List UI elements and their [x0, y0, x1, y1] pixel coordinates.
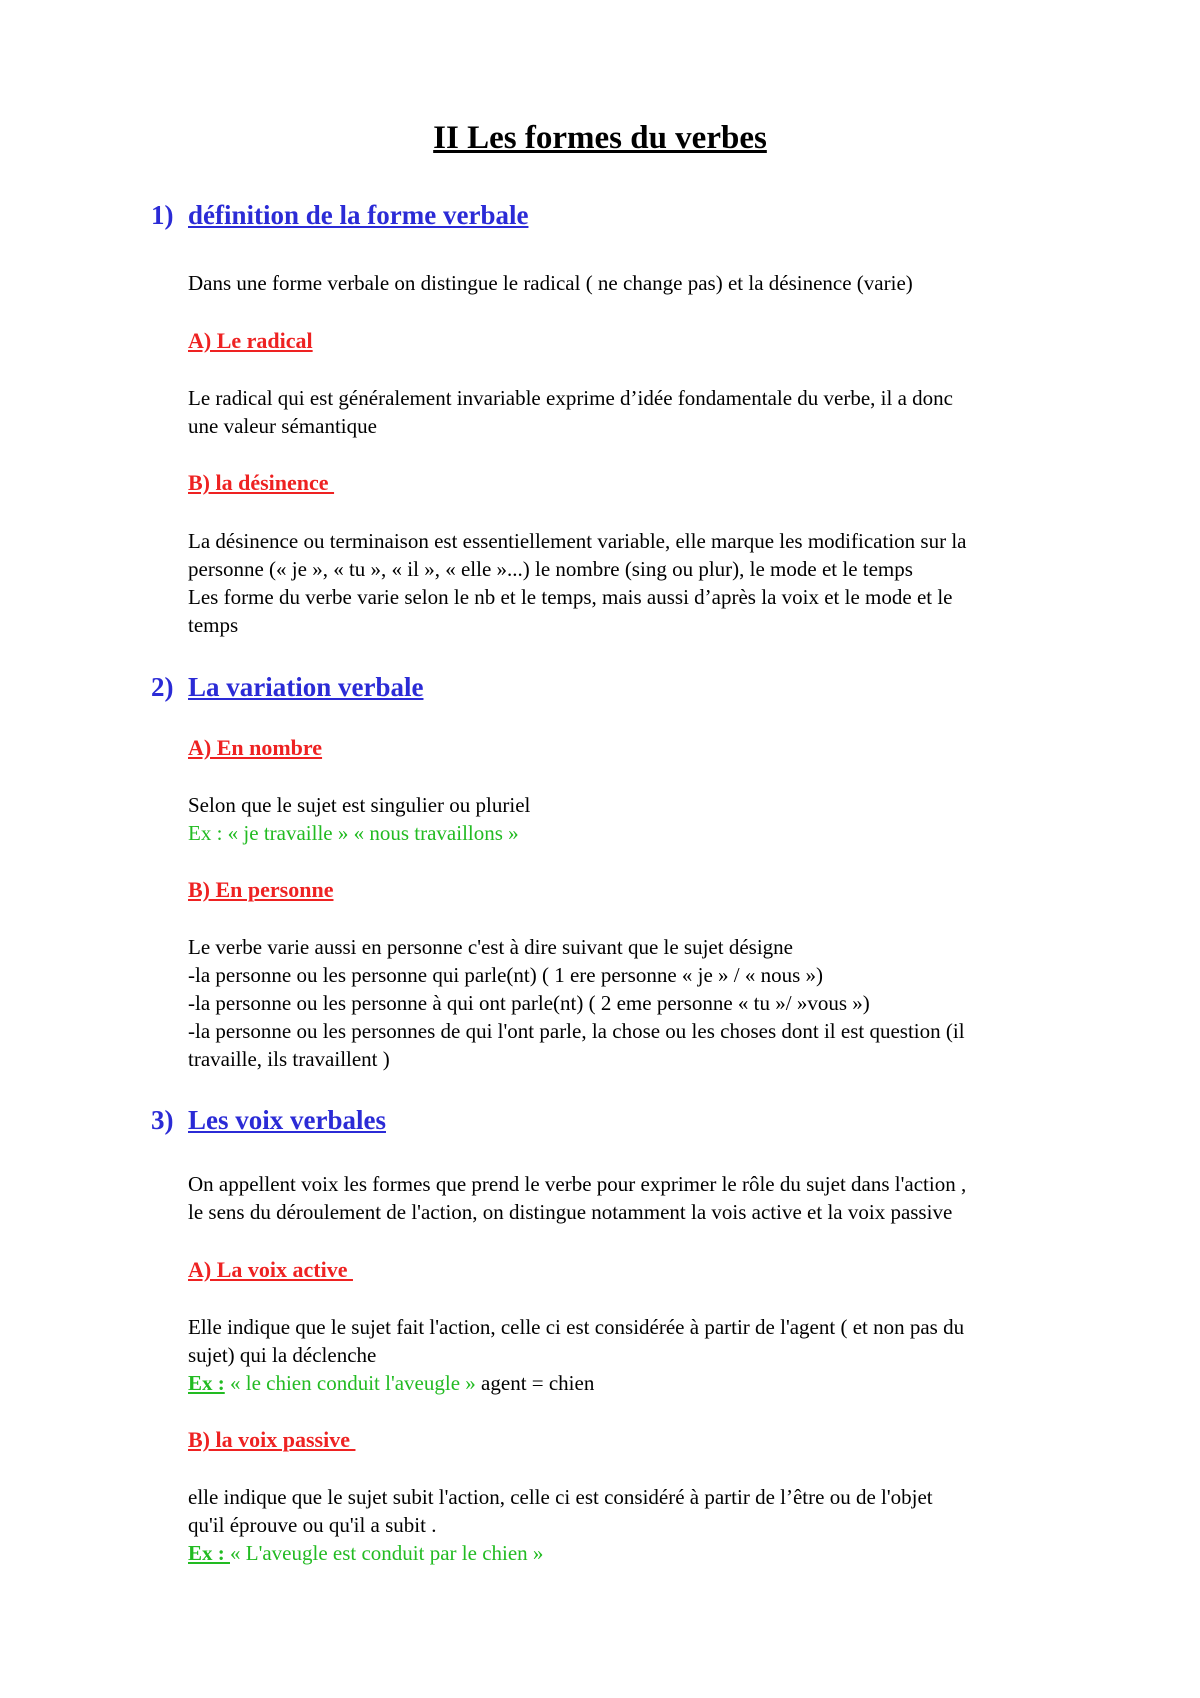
section-1-number: 1)	[151, 200, 174, 230]
section-3-sub-b-example	[188, 1539, 1108, 1567]
section-3-intro-line-2: le sens du déroulement de l'action, on distingue notamment la vois active et la voix passive	[188, 1200, 953, 1224]
section-3-sub-b-heading: B) la voix passive	[188, 1427, 356, 1452]
section-2-sub-a-heading: A) En nombre	[188, 735, 323, 760]
section-2-title: La variation verbale	[188, 672, 424, 702]
section-3-title: Les voix verbales	[188, 1105, 386, 1135]
section-3-sub-a-example-label: Ex :	[188, 1371, 225, 1395]
section-3-sub-a-example-rest: agent = chien	[475, 1371, 595, 1395]
section-3-sub-b-example-quote: « L'aveugle est conduit par le chien »	[230, 1541, 544, 1565]
section-1-intro: Dans une forme verbale on distingue le radical ( ne change pas) et la désinence (varie)	[188, 271, 913, 295]
section-3-sub-b-example-label: Ex :	[188, 1541, 230, 1565]
page-title: II Les formes du verbes	[433, 120, 767, 156]
section-2-number: 2)	[151, 672, 174, 702]
section-2-example: Ex : « je travaille » « nous travaillons »	[188, 821, 519, 845]
section-3-sub-a-heading: A) La voix active	[188, 1257, 353, 1282]
section-2-heading	[151, 670, 423, 704]
section-3-number: 3)	[151, 1105, 174, 1135]
section-3-heading	[151, 1103, 386, 1137]
section-3-sub-a-example	[188, 1369, 1108, 1397]
section-1-sub-b-line-3: Les forme du verbe varie selon le nb et le temps, mais aussi d’après la voix et le mode et le	[188, 585, 953, 609]
section-2-sub-b-line-2: -la personne ou les personne qui parle(nt) ( 1 ere personne « je » / « nous »)	[188, 963, 824, 987]
section-1-sub-b-line-1: La désinence ou terminaison est essentiellement variable, elle marque les modification sur la	[188, 529, 967, 553]
section-2-sub-b-line-4: -la personne ou les personnes de qui l'ont parle, la chose ou les choses dont il est question (il	[188, 1019, 965, 1043]
section-3-sub-a-example-quote: « le chien conduit l'aveugle »	[224, 1371, 476, 1395]
section-1-title: définition de la forme verbale	[188, 200, 529, 230]
section-3-intro-line-1: On appellent voix les formes que prend le verbe pour exprimer le rôle du sujet dans l'action ,	[188, 1172, 967, 1196]
section-1-sub-a-line-1: Le radical qui est généralement invariable exprime d’idée fondamentale du verbe, il a donc	[188, 386, 953, 410]
section-2-sub-a-line-1: Selon que le sujet est singulier ou pluriel	[188, 793, 531, 817]
section-1-heading	[151, 198, 528, 232]
section-3-sub-a-line-1: Elle indique que le sujet fait l'action, celle ci est considérée à partir de l'agent ( et non pas du	[188, 1315, 965, 1339]
section-3-sub-b-line-1: elle indique que le sujet subit l'action, celle ci est considéré à partir de l’être ou de l'objet	[188, 1485, 933, 1509]
section-2-sub-b-line-5: travaille, ils travaillent )	[188, 1047, 390, 1071]
section-3-sub-b-line-2: qu'il éprouve ou qu'il a subit .	[188, 1513, 437, 1537]
section-3-sub-a-line-2: sujet) qui la déclenche	[188, 1343, 377, 1367]
section-1-sub-a-line-2: une valeur sémantique	[188, 414, 377, 438]
section-2-sub-b-line-3: -la personne ou les personne à qui ont parle(nt) ( 2 eme personne « tu »/ »vous »)	[188, 991, 870, 1015]
section-1-sub-a-heading: A) Le radical	[188, 328, 313, 353]
section-1-sub-b-heading: B) la désinence	[188, 470, 335, 495]
section-2-sub-b-line-1: Le verbe varie aussi en personne c'est à dire suivant que le sujet désigne	[188, 935, 793, 959]
section-2-sub-b-heading: B) En personne	[188, 877, 334, 902]
section-1-sub-b-line-4: temps	[188, 613, 239, 637]
section-1-sub-b-line-2: personne (« je », « tu », « il », « elle »...) le nombre (sing ou plur), le mode et le temps	[188, 557, 913, 581]
